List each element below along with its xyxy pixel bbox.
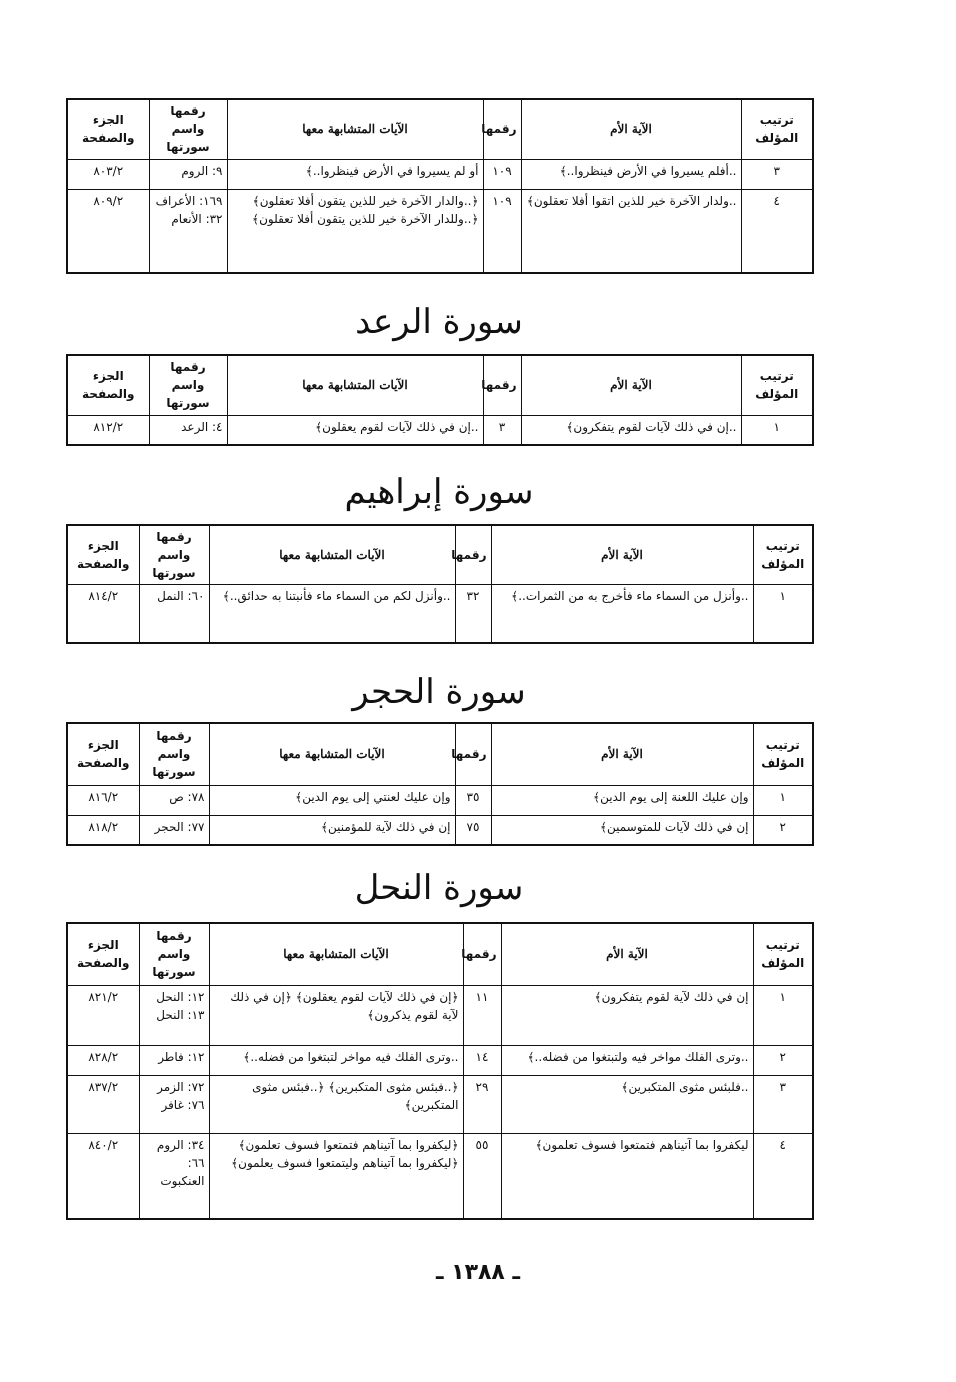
- header-order: ترتيب المؤلف: [753, 525, 813, 585]
- header-order: ترتيب المؤلف: [753, 723, 813, 785]
- cell-similar-verses: وإن عليك لعنتي إلى يوم الدين﴾: [209, 785, 455, 815]
- header-order: ترتيب المؤلف: [741, 355, 813, 415]
- cell-page: ٨٢٨/٢: [67, 1045, 139, 1075]
- similar-verses-table: [66, 354, 814, 446]
- header-number: رقمها: [455, 723, 491, 785]
- section-title-al-rad: سورة الرعد: [355, 302, 523, 342]
- header-part-page: الجزء والصفحة: [67, 525, 139, 585]
- cell-page: ٨١٨/٢: [67, 815, 139, 845]
- header-order: ترتيب المؤلف: [741, 99, 813, 159]
- cell-similar-verses: ..وأنزل لكم من السماء ماء فأنبتنا به حدائق..﴾: [209, 585, 455, 643]
- cell-number: ٥٥: [463, 1133, 501, 1219]
- cell-similar-verses: ﴿إن في ذلك لآيات لقوم يعقلون﴾ ﴿إن في ذلك لآية لقوم يذكرون﴾: [209, 985, 463, 1045]
- header-number-surah: رقمها واسم سورتها: [139, 723, 209, 785]
- cell-similar-verses: ..إن في ذلك لآيات لقوم يعقلون﴾: [227, 415, 483, 445]
- header-number-surah: رقمها واسم سورتها: [149, 99, 227, 159]
- header-number-surah: رقمها واسم سورتها: [139, 525, 209, 585]
- cell-similar-verses: أو لم يسيروا في الأرض فينظروا..﴾: [227, 159, 483, 189]
- header-part-page: الجزء والصفحة: [67, 355, 149, 415]
- cell-surah-ref: ٦٠: النمل: [139, 585, 209, 643]
- cell-surah-ref: ٧٨: ص: [139, 785, 209, 815]
- similar-verses-table: [66, 722, 814, 846]
- table-row: [67, 159, 813, 189]
- table-row: [67, 985, 813, 1045]
- cell-similar-verses: ﴿ليكفروا بما آتيناهم فتمتعوا فسوف تعلمون﴾ ﴿ليكفروا بما آتيناهم وليتمتعوا فسوف يعلمون﴾: [209, 1133, 463, 1219]
- table-row: [67, 785, 813, 815]
- cell-mother-verse: ..وترى الفلك مواخر فيه ولتبتغوا من فضله..﴾: [501, 1045, 753, 1075]
- page-number: ـ ١٣٨٨ ـ: [435, 1260, 521, 1285]
- cell-order: ١: [753, 985, 813, 1045]
- similar-verses-table: [66, 98, 814, 274]
- cell-page: ٨٤٠/٢: [67, 1133, 139, 1219]
- cell-mother-verse: إن في ذلك لآية لقوم يتفكرون﴾: [501, 985, 753, 1045]
- table-row: [67, 585, 813, 643]
- cell-page: ٨٢١/٢: [67, 985, 139, 1045]
- cell-number: ١١: [463, 985, 501, 1045]
- cell-similar-verses: إن في ذلك لآية للمؤمنين﴾: [209, 815, 455, 845]
- cell-page: ٨٣٧/٢: [67, 1075, 139, 1133]
- cell-number: ١٠٩: [483, 189, 521, 273]
- cell-order: ٢: [753, 815, 813, 845]
- table-header-row: [67, 355, 813, 415]
- header-mother-verse: الآية الأم: [501, 923, 753, 985]
- cell-order: ١: [741, 415, 813, 445]
- table-row: [67, 189, 813, 273]
- header-part-page: الجزء والصفحة: [67, 99, 149, 159]
- cell-mother-verse: ..فلبئس مثوى المتكبرين﴾: [501, 1075, 753, 1133]
- cell-order: ٣: [741, 159, 813, 189]
- table-row: [67, 815, 813, 845]
- cell-number: ٣: [483, 415, 521, 445]
- cell-order: ٣: [753, 1075, 813, 1133]
- header-order: ترتيب المؤلف: [753, 923, 813, 985]
- cell-order: ٤: [741, 189, 813, 273]
- table-row: [67, 1075, 813, 1133]
- header-part-page: الجزء والصفحة: [67, 723, 139, 785]
- header-number: رقمها: [463, 923, 501, 985]
- cell-surah-ref: ١٢: النحل ١٣: النحل: [139, 985, 209, 1045]
- cell-number: ٧٥: [455, 815, 491, 845]
- header-part-page: الجزء والصفحة: [67, 923, 139, 985]
- cell-similar-verses: ..وترى الفلك فيه مواخر لتبتغوا من فضله..﴾: [209, 1045, 463, 1075]
- cell-order: ٤: [753, 1133, 813, 1219]
- cell-order: ١: [753, 585, 813, 643]
- cell-surah-ref: ١٢: فاطر: [139, 1045, 209, 1075]
- cell-page: ٨١٦/٢: [67, 785, 139, 815]
- table-row: [67, 1045, 813, 1075]
- cell-mother-verse: ..أفلم يسيروا في الأرض فينظروا..﴾: [521, 159, 741, 189]
- cell-page: ٨١٤/٢: [67, 585, 139, 643]
- cell-surah-ref: ٣٤: الروم ٦٦: العنكبوت: [139, 1133, 209, 1219]
- header-number: رقمها: [455, 525, 491, 585]
- cell-mother-verse: ..وأنزل من السماء ماء فأخرج به من الثمرات..﴾: [491, 585, 753, 643]
- section-title-ibrahim: سورة إبراهيم: [344, 472, 534, 512]
- cell-number: ٢٩: [463, 1075, 501, 1133]
- cell-surah-ref: ٩: الروم: [149, 159, 227, 189]
- table-header-row: [67, 99, 813, 159]
- header-mother-verse: الآية الأم: [491, 723, 753, 785]
- cell-number: ٣٥: [455, 785, 491, 815]
- cell-similar-verses: ﴿..والدار الآخرة خير للذين يتقون أفلا تعقلون﴾ ﴿..وللدار الآخرة خير للذين يتقون أفلا تعقلون﴾: [227, 189, 483, 273]
- header-number: رقمها: [483, 99, 521, 159]
- cell-mother-verse: إن في ذلك لآيات للمتوسمين﴾: [491, 815, 753, 845]
- cell-mother-verse: ..ولدار الآخرة خير للذين اتقوا أفلا تعقلون﴾: [521, 189, 741, 273]
- section-title-al-hijr: سورة الحجر: [352, 672, 526, 712]
- cell-surah-ref: ٤: الرعد: [149, 415, 227, 445]
- header-mother-verse: الآية الأم: [491, 525, 753, 585]
- table-row: [67, 1133, 813, 1219]
- cell-number: ١٠٩: [483, 159, 521, 189]
- cell-page: ٨١٢/٢: [67, 415, 149, 445]
- cell-page: ٨٠٣/٢: [67, 159, 149, 189]
- header-similar-verses: الآيات المتشابهة معها: [209, 923, 463, 985]
- header-similar-verses: الآيات المتشابهة معها: [227, 355, 483, 415]
- header-similar-verses: الآيات المتشابهة معها: [209, 525, 455, 585]
- section-title-an-nahl: سورة النحل: [354, 868, 524, 908]
- header-mother-verse: الآية الأم: [521, 99, 741, 159]
- similar-verses-table: [66, 922, 814, 1220]
- cell-number: ٣٢: [455, 585, 491, 643]
- cell-similar-verses: ﴿..فبئس مثوى المتكبرين﴾ ﴿..فبئس مثوى المتكبرين﴾: [209, 1075, 463, 1133]
- cell-order: ١: [753, 785, 813, 815]
- cell-surah-ref: ١٦٩: الأعراف ٣٢: الأنعام: [149, 189, 227, 273]
- cell-number: ١٤: [463, 1045, 501, 1075]
- header-number-surah: رقمها واسم سورتها: [139, 923, 209, 985]
- cell-mother-verse: ..إن في ذلك لآيات لقوم يتفكرون﴾: [521, 415, 741, 445]
- header-number-surah: رقمها واسم سورتها: [149, 355, 227, 415]
- table-header-row: [67, 923, 813, 985]
- cell-order: ٢: [753, 1045, 813, 1075]
- header-similar-verses: الآيات المتشابهة معها: [209, 723, 455, 785]
- table-header-row: [67, 525, 813, 585]
- similar-verses-table: [66, 524, 814, 644]
- header-similar-verses: الآيات المتشابهة معها: [227, 99, 483, 159]
- cell-mother-verse: ليكفروا بما آتيناهم فتمتعوا فسوف تعلمون﴾: [501, 1133, 753, 1219]
- table-row: [67, 415, 813, 445]
- cell-surah-ref: ٧٧: الحجر: [139, 815, 209, 845]
- header-mother-verse: الآية الأم: [521, 355, 741, 415]
- header-number: رقمها: [483, 355, 521, 415]
- cell-surah-ref: ٧٢: الزمر ٧٦: غافر: [139, 1075, 209, 1133]
- table-header-row: [67, 723, 813, 785]
- cell-mother-verse: وإن عليك اللعنة إلى يوم الدين﴾: [491, 785, 753, 815]
- cell-page: ٨٠٩/٢: [67, 189, 149, 273]
